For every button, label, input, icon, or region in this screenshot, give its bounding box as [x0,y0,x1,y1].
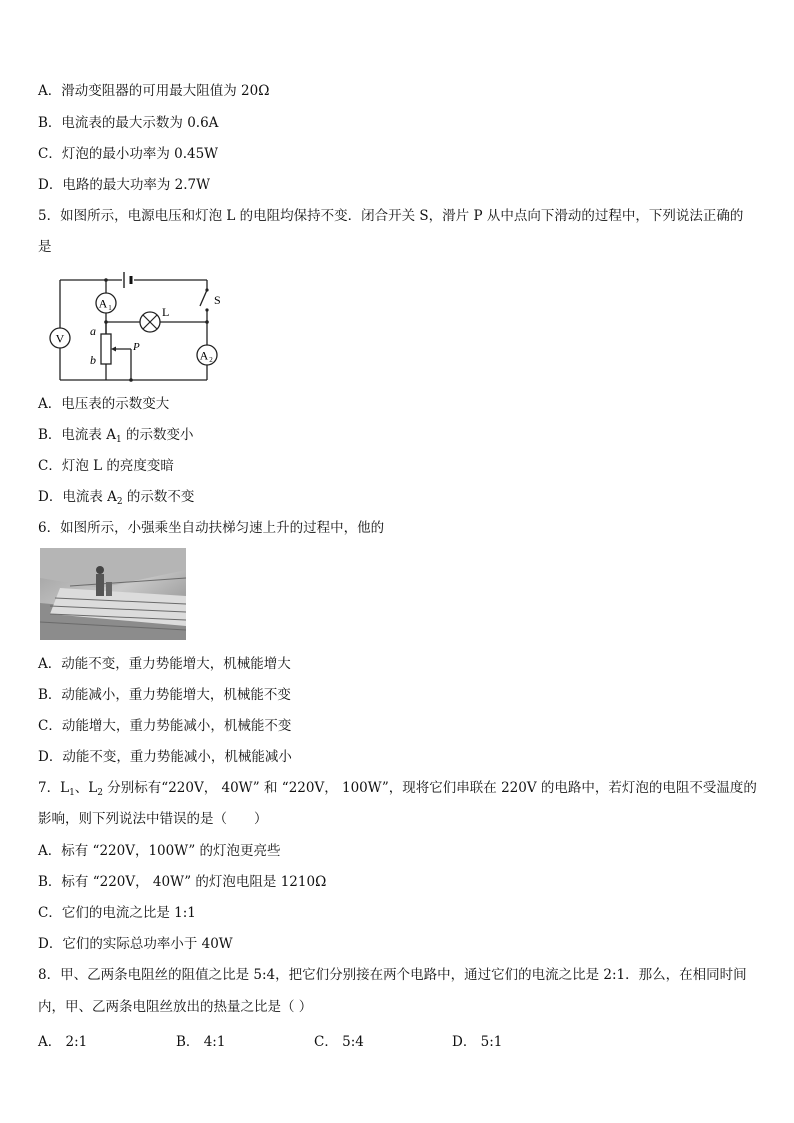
switch-label: S [214,293,221,307]
q6-option-a: A．动能不变，重力势能增大，机械能增大 [38,656,291,672]
lamp-label: L [162,305,170,319]
q7-stem-line2: 影响，则下列说法中错误的是（ ） [38,811,268,827]
q6-option-b: B．动能减小，重力势能增大，机械能不变 [38,687,291,703]
ammeter-a2-label: A [199,348,209,363]
q4-option-c: C．灯泡的最小功率为 0.45W [38,146,219,162]
ammeter-a1-label: A [98,296,108,311]
circuit-diagram [40,268,230,386]
q5-option-b: B．电流表 $A_1$ 的示数变小 [38,427,194,445]
q5-stem-line2: 是 [38,239,52,255]
q4-option-a: A．滑动变阻器的可用最大阻值为 20Ω [38,83,270,99]
q6-stem: 6．如图所示，小强乘坐自动扶梯匀速上升的过程中，他的 [38,520,385,536]
q5-option-a: A．电压表的示数变大 [38,396,170,412]
q8-option-d: D． 5:1 [452,1034,503,1050]
terminal-a-label: a [90,324,96,338]
q7-option-a: A．标有 “220V，100W” 的灯泡更亮些 [38,843,281,859]
q7-option-c: C．它们的电流之比是 1:1 [38,905,196,921]
ammeter-a1-subscript: 1 [108,304,112,312]
q7-option-b: B．标有 “220V， 40W” 的灯泡电阻是 1210Ω [38,874,327,890]
ammeter-a2-subscript: 2 [209,356,213,364]
voltmeter-label: V [55,331,65,346]
escalator-photo [40,548,186,640]
q4-option-d: D．电路的最大功率为 2.7W [38,177,210,193]
q5-option-c: C．灯泡 L 的亮度变暗 [38,458,174,474]
q6-option-d: D．动能不变，重力势能减小，机械能减小 [38,749,292,765]
q5-option-d: D．电流表 $A_2$ 的示数不变 [38,489,195,507]
q5-stem-line1: 5．如图所示，电源电压和灯泡 L 的电阻均保持不变．闭合开关 S，滑片 P 从中点向下滑动的过程中，下列说法正确的 [38,208,744,224]
q4-option-b: B．电流表的最大示数为 0.6A [38,115,219,131]
q7-option-d: D．它们的实际总功率小于 40W [38,936,233,952]
q8-options-row [38,1030,598,1048]
rheostat-icon [101,334,111,364]
q8-option-b: B． 4:1 [176,1034,226,1050]
q8-option-c: C． 5:4 [314,1034,364,1050]
q8-option-a: A． 2:1 [38,1034,88,1050]
slider-p-label: P [133,341,140,353]
q8-stem-line2: 内，甲、乙两条电阻丝放出的热量之比是（ ） [38,999,313,1015]
terminal-b-label: b [90,353,96,367]
switch-icon [200,290,207,306]
q7-stem-line1: 7．$L_1$、$L_2$ 分别标有“220V， 40W” 和 “220V， 100W”，现将它们串联在 220V 的电路中，若灯泡的电阻不受温度的 [38,780,757,798]
q8-stem-line1: 8．甲、乙两条电阻丝的阻值之比是 5:4，把它们分别接在两个电路中，通过它们的电流之比是 2:1．那么，在相同时间 [38,967,747,983]
q6-option-c: C．动能增大，重力势能减小，机械能不变 [38,718,292,734]
